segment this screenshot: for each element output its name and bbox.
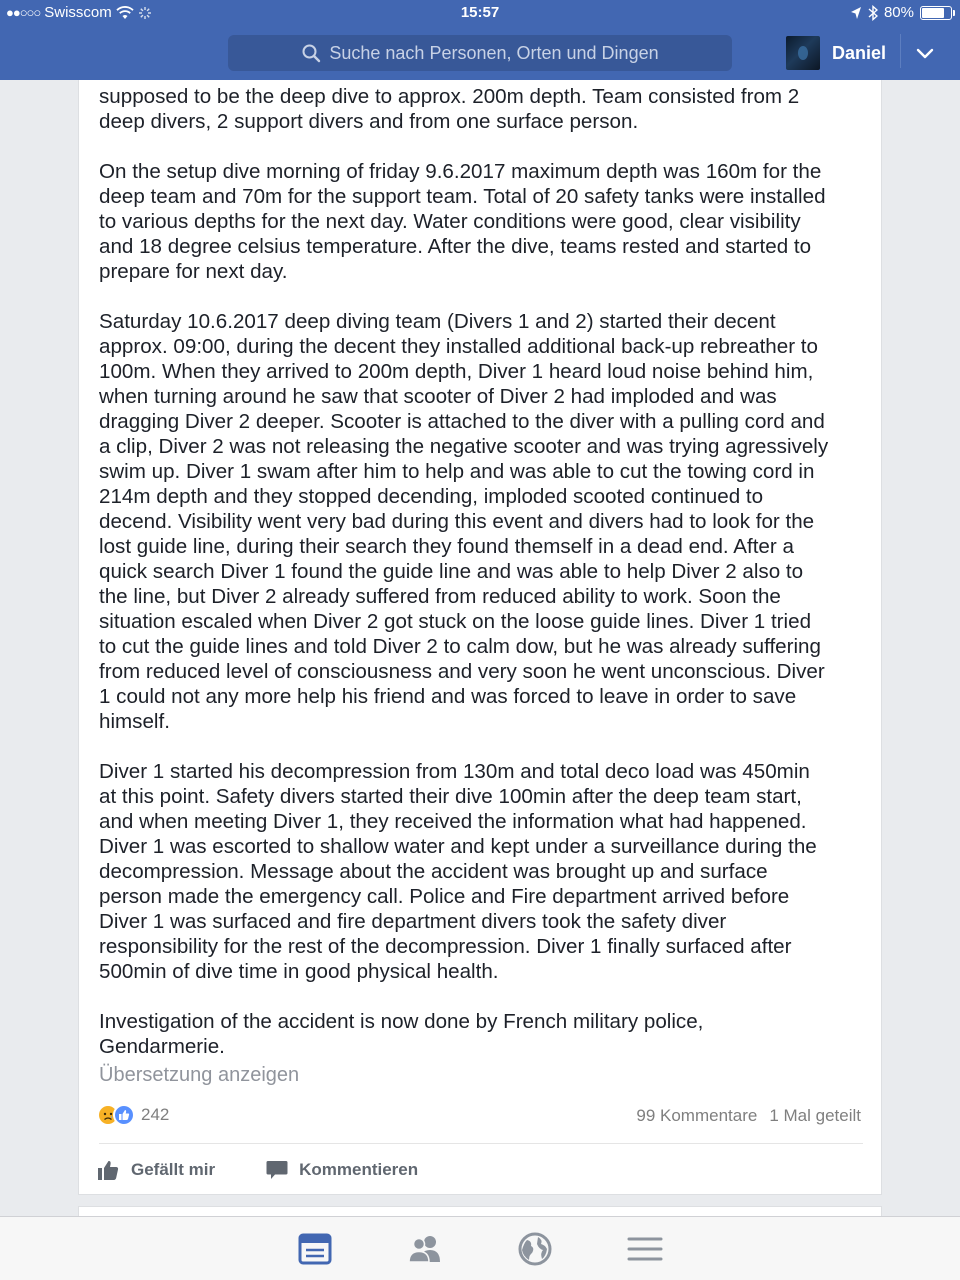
hamburger-menu-icon: [627, 1232, 663, 1266]
top-bar: [0, 0, 960, 80]
carrier-name: Swisscom: [44, 4, 112, 21]
post-actions: [97, 1158, 418, 1182]
bottom-tab-bar: [0, 1216, 960, 1280]
avatar: [786, 36, 820, 70]
post-card: [78, 80, 882, 1195]
post-meta: [636, 1106, 861, 1126]
comment-button[interactable]: [265, 1158, 418, 1182]
comment-label: Kommentieren: [299, 1160, 419, 1179]
battery-icon: [920, 6, 952, 20]
comments-count-link[interactable]: 99 Kommentare: [636, 1106, 758, 1125]
tab-notifications[interactable]: [517, 1232, 553, 1266]
signal-strength: ●●○○○: [6, 5, 41, 20]
post-paragraph: Saturday 10.6.2017 deep diving team (Divers 1 and 2) started their decent approx. 09:00, during the decent they installed additional back-up rebreather to 100m. When they arrived to 200m depth, Diver 1 heard loud noise behind him, when turning around he saw that scooter of Diver 2 had imploded and was dragging Diver 2 deeper. Scooter is attached to the diver with a pulling cord and a clip, Diver 2 was not releasing the negative scooter and was trying agressively swim up. Diver 1 swam after him to help and was able to cut the towing cord in 214m depth and they stopped decending, imploded scooted continued to decend. Visibility went very bad during this event and divers had to look for the lost guide line, during their search they found themself in a dead end. After a quick search Diver 1 found the guide line and was able to help Diver 2 also to the line, but Diver 2 already suffered from reduced ability to work. Soon the situation escaled when Diver 2 got stuck on the loose guide lines. Diver 1 tried to cut the guide lines and told Diver 2 to calm dow, but he was already suffering from reduced level of consciousness and very soon he went unconscious. Diver 1 could not any more help his friend and was forced to leave in order to save himself.: [99, 310, 829, 733]
post-body: [99, 84, 869, 1084]
globe-icon: [517, 1232, 553, 1266]
like-reaction-icon: [113, 1104, 135, 1126]
reactions-summary[interactable]: [97, 1104, 169, 1126]
chevron-down-icon[interactable]: [914, 42, 936, 64]
search-placeholder: Suche nach Personen, Orten und Dingen: [329, 42, 659, 63]
reaction-count: 242: [141, 1105, 170, 1124]
post-paragraph: supposed to be the deep dive to approx. 200m depth. Team consisted from 2 deep divers, 2 support divers and from one surface person.: [99, 85, 800, 133]
post-paragraph: On the setup dive morning of friday 9.6.2017 maximum depth was 160m for the deep team and 70m for the support team. Total of 20 safety tanks were installed to various depths for the next day. Water conditions were good, clear visibility and 18 degree celsius temperature. After the dive, teams rested and started to prepare for next day.: [99, 160, 826, 283]
bluetooth-icon: [868, 5, 878, 21]
battery-level-fill: [922, 8, 944, 18]
post-paragraph: Diver 1 started his decompression from 130m and total deco load was 450min at this point. Safety divers started their dive 100min after the deep team start, and when meeting Diver 1, they received the information what had happened. Diver 1 was escorted to shallow water and kept under a surveillance during the decompression. Message about the accident was brought up and surface person made the emergency call. Police and Fire department arrived before Diver 1 was surfaced and fire department divers took the safety diver responsibility for the rest of the decompression. Diver 1 finally surfaced after 500min of dive time in good physical health.: [99, 760, 817, 983]
search-icon: [301, 43, 321, 63]
shares-count-link[interactable]: 1 Mal geteilt: [769, 1106, 861, 1125]
location-arrow-icon: [850, 6, 862, 20]
post-paragraph: Investigation of the accident is now done by French military police, Gendarmerie.: [99, 1010, 704, 1058]
tab-friends[interactable]: [407, 1232, 443, 1266]
see-translation-link[interactable]: Übersetzung anzeigen: [99, 1064, 300, 1086]
status-right: [850, 4, 952, 21]
status-time: 15:57: [460, 4, 500, 21]
search-bar[interactable]: [228, 35, 732, 71]
status-bar: [0, 0, 960, 26]
tab-menu[interactable]: [627, 1232, 663, 1266]
thumbs-up-icon: [97, 1158, 121, 1182]
battery-percent: 80%: [883, 4, 914, 21]
tab-news-feed[interactable]: [297, 1232, 333, 1266]
friends-icon: [407, 1232, 443, 1266]
header-divider: [900, 34, 901, 68]
user-name: Daniel: [832, 42, 887, 63]
comment-bubble-icon: [265, 1158, 289, 1182]
profile-link[interactable]: [786, 36, 886, 70]
like-button[interactable]: [97, 1158, 215, 1182]
like-label: Gefällt mir: [131, 1160, 216, 1179]
divider: [99, 1143, 863, 1144]
news-feed-icon: [297, 1232, 333, 1266]
